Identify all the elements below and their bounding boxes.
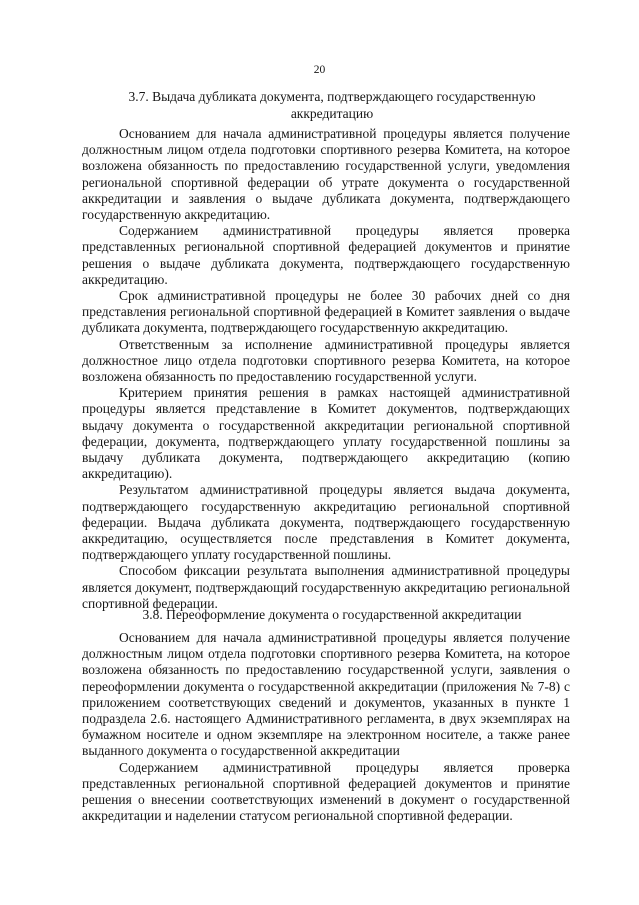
paragraph: Срок административной процедуры не более 30 рабочих дней со дня представления региональной спортивной федерацией в Комитет заявления о выдаче дубликата документа, подтверждающего государственную аккредитацию. bbox=[82, 288, 570, 336]
section-3-7-heading: 3.7. Выдача дубликата документа, подтверждающего государственную аккредитацию bbox=[128, 89, 536, 121]
paragraph: Критерием принятия решения в рамках настоящей административной процедуры является представление в Комитет документов, подтверждающих выдачу документа о государственной аккредитации региональной спортивной федерации, документа, подтверждающего уплату государственной пошлины за выдачу дубликата документа, подтверждающего аккредитацию (копию аккредитацию). bbox=[82, 385, 570, 482]
paragraph: Содержанием административной процедуры является проверка представленных региональной спортивной федерацией документов и принятие решения о внесении соответствующих изменений в документ о государственной аккредитации и наделении статусом региональной спортивной федерации. bbox=[82, 759, 570, 824]
paragraph: Основанием для начала административной процедуры является получение должностным лицом отдела подготовки спортивного резерва Комитета, на которое возложена обязанность по предоставлению государственной услуги, уведомления региональной спортивной федерации об утрате документа о государственной аккредитации и заявления о выдаче дубликата документа, подтверждающего государственную аккредитацию. bbox=[82, 126, 570, 223]
paragraph: Содержанием административной процедуры является проверка представленных региональной спортивной федерацией документов и принятие решения о выдаче дубликата документа, подтверждающего государственную аккредитацию. bbox=[82, 223, 570, 287]
paragraph: Результатом административной процедуры является выдача документа, подтверждающего государственную аккредитацию региональной спортивной федерации. Выдача дубликата документа, подтверждающего государственную аккредитацию, осуществляется после представления в Комитет документа, подтверждающего уплату государственной пошлины. bbox=[82, 482, 570, 563]
page-number: 20 bbox=[313, 64, 326, 76]
section-3-7-body bbox=[82, 126, 570, 612]
paragraph: Ответственным за исполнение административной процедуры является должностное лицо отдела подготовки спортивного резерва Комитета, на которое возложена обязанность по предоставлению государственной услуги. bbox=[82, 336, 570, 385]
paragraph: Основанием для начала административной процедуры является получение должностным лицом отдела подготовки спортивного резерва Комитета, на которое возложена обязанность по предоставлению государственной услуги, заявления о переоформлении документа о государственной аккредитации (приложения № 7-8) с приложением соответствующих сведений и документов, указанных в пункте 1 подраздела 2.6. настоящего Административного регламента, в двух экземплярах на бумажном носителе и одном экземпляре на электронном носителе, а также ранее выданного документа о государственной аккредитации bbox=[82, 630, 570, 759]
section-3-8-body bbox=[82, 630, 570, 824]
section-3-8-heading: 3.8. Переоформление документа о государственной аккредитации bbox=[142, 607, 522, 622]
paragraph: Способом фиксации результата выполнения административной процедуры является документ, подтверждающий государственную аккредитацию региональной спортивной федерации. bbox=[82, 563, 570, 611]
